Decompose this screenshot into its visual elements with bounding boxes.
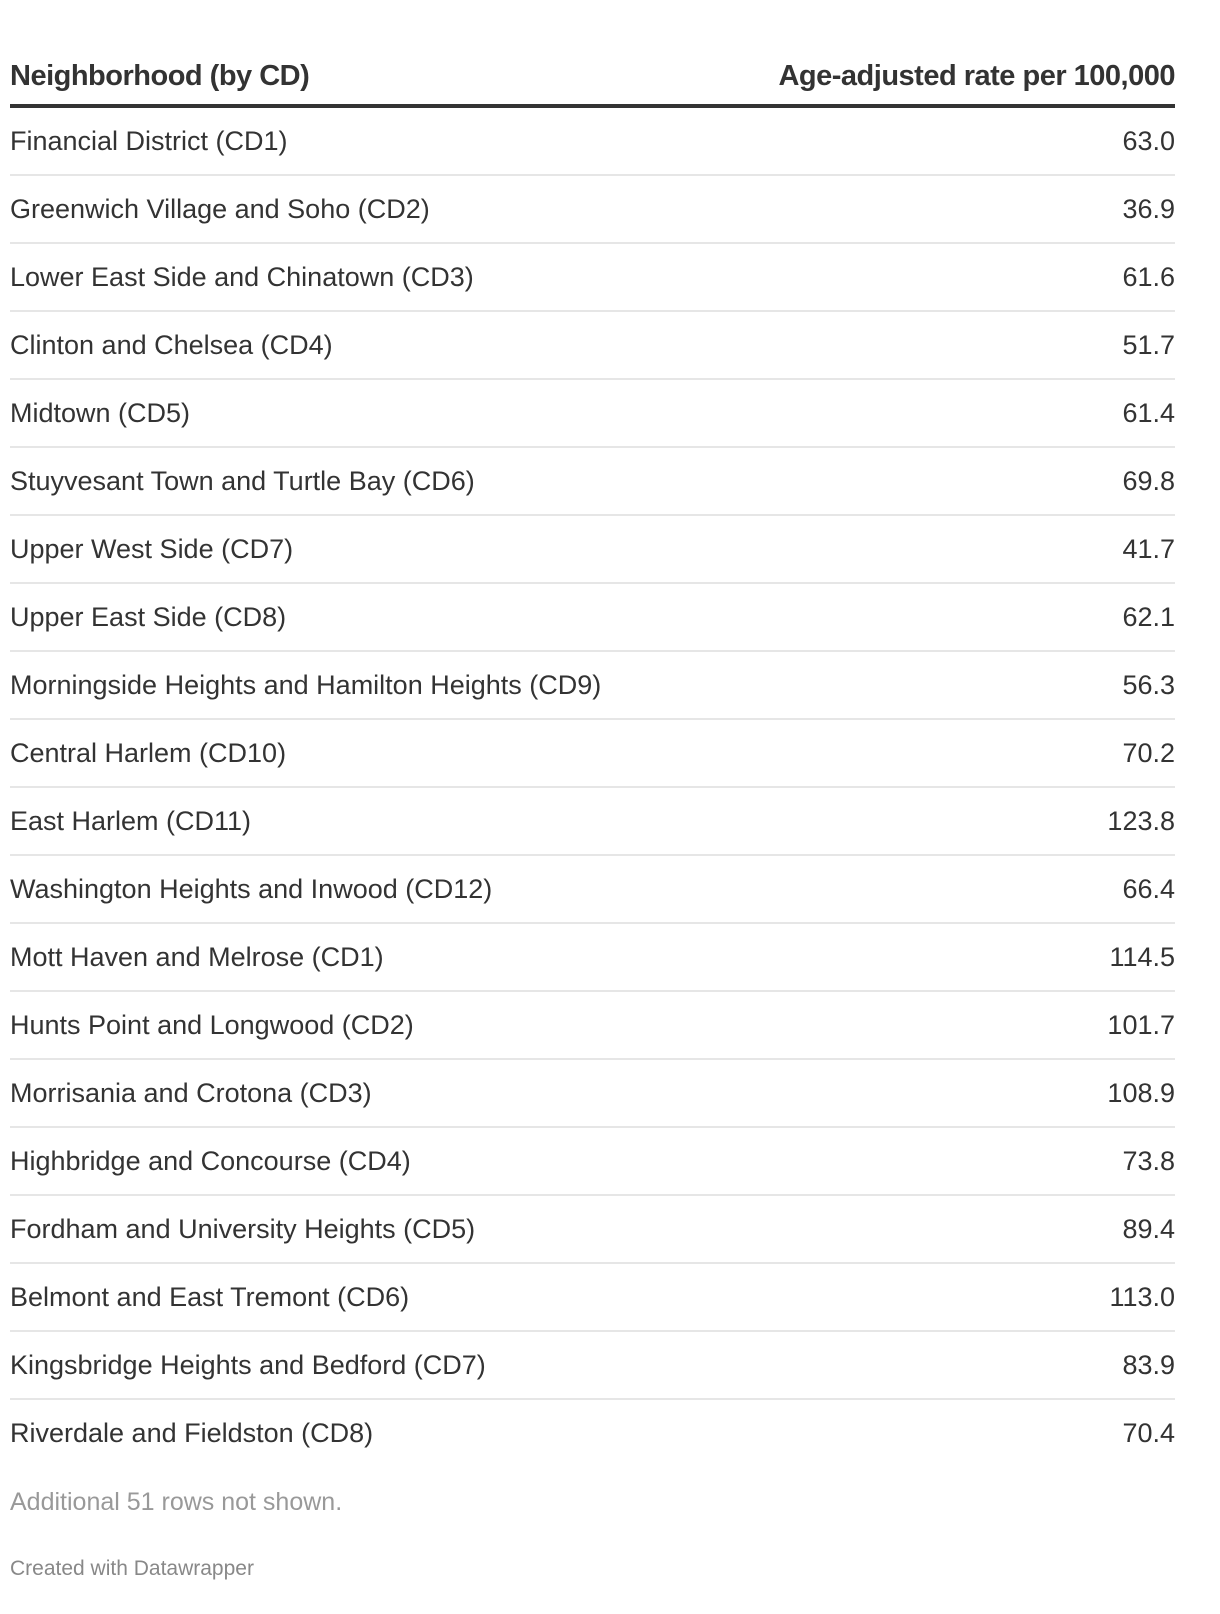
cell-rate: 83.9	[593, 1331, 1176, 1399]
column-header-rate[interactable]: Age-adjusted rate per 100,000	[593, 0, 1176, 106]
cell-neighborhood: Clinton and Chelsea (CD4)	[10, 311, 593, 379]
cell-neighborhood: Lower East Side and Chinatown (CD3)	[10, 243, 593, 311]
cell-neighborhood: Greenwich Village and Soho (CD2)	[10, 175, 593, 243]
cell-neighborhood: Mott Haven and Melrose (CD1)	[10, 923, 593, 991]
cell-rate: 70.2	[593, 719, 1176, 787]
data-table	[10, 0, 1175, 1466]
table-row	[10, 1399, 1175, 1466]
cell-rate: 61.6	[593, 243, 1176, 311]
cell-neighborhood: Hunts Point and Longwood (CD2)	[10, 991, 593, 1059]
table-row	[10, 583, 1175, 651]
table-row	[10, 991, 1175, 1059]
cell-neighborhood: Stuyvesant Town and Turtle Bay (CD6)	[10, 447, 593, 515]
cell-neighborhood: Upper East Side (CD8)	[10, 583, 593, 651]
table-row	[10, 106, 1175, 175]
cell-rate: 36.9	[593, 175, 1176, 243]
table-row	[10, 379, 1175, 447]
table-row	[10, 311, 1175, 379]
table-row	[10, 855, 1175, 923]
cell-neighborhood: Kingsbridge Heights and Bedford (CD7)	[10, 1331, 593, 1399]
table-row	[10, 447, 1175, 515]
table-row	[10, 651, 1175, 719]
cell-rate: 114.5	[593, 923, 1176, 991]
table-row	[10, 1195, 1175, 1263]
table-row	[10, 515, 1175, 583]
table-row	[10, 923, 1175, 991]
cell-rate: 41.7	[593, 515, 1176, 583]
cell-rate: 113.0	[593, 1263, 1176, 1331]
cell-rate: 56.3	[593, 651, 1176, 719]
cell-rate: 70.4	[1122, 1417, 1175, 1448]
cell-rate: 108.9	[593, 1059, 1176, 1127]
cell-neighborhood: Morrisania and Crotona (CD3)	[10, 1059, 593, 1127]
cell-neighborhood: Morningside Heights and Hamilton Heights (CD9)	[10, 651, 593, 719]
cell-neighborhood: East Harlem (CD11)	[10, 787, 593, 855]
table-row	[10, 1331, 1175, 1399]
cell-rate: 73.8	[593, 1127, 1176, 1195]
cell-neighborhood: Washington Heights and Inwood (CD12)	[10, 855, 593, 923]
cell-neighborhood: Upper West Side (CD7)	[10, 515, 593, 583]
datawrapper-table-chart	[10, 0, 1175, 1581]
table-row	[10, 243, 1175, 311]
cell-rate: 101.7	[593, 991, 1176, 1059]
cell-rate: 66.4	[593, 855, 1176, 923]
cell-rate: 63.0	[593, 106, 1176, 175]
cell-rate: 62.1	[593, 583, 1176, 651]
cell-neighborhood: Highbridge and Concourse (CD4)	[10, 1127, 593, 1195]
cell-neighborhood: Riverdale and Fieldston (CD8)	[10, 1417, 374, 1448]
cell-neighborhood: Fordham and University Heights (CD5)	[10, 1195, 593, 1263]
table-row	[10, 719, 1175, 787]
table-row	[10, 1059, 1175, 1127]
table-row	[10, 787, 1175, 855]
cell-neighborhood: Belmont and East Tremont (CD6)	[10, 1263, 593, 1331]
cell-neighborhood: Central Harlem (CD10)	[10, 719, 593, 787]
cell-rate: 89.4	[593, 1195, 1176, 1263]
table-row	[10, 1263, 1175, 1331]
table-row	[10, 1127, 1175, 1195]
cell-rate: 51.7	[593, 311, 1176, 379]
table-body	[10, 106, 1175, 1466]
datawrapper-credit: Created with Datawrapper	[10, 1557, 254, 1580]
table-notes: Additional 51 rows not shown.	[10, 1488, 343, 1516]
cell-rate: 69.8	[593, 447, 1176, 515]
column-header-neighborhood[interactable]: Neighborhood (by CD)	[10, 0, 593, 106]
cell-rate: 61.4	[593, 379, 1176, 447]
cell-neighborhood: Midtown (CD5)	[10, 379, 593, 447]
table-row	[10, 175, 1175, 243]
table-header-row	[10, 0, 1175, 106]
cell-neighborhood: Financial District (CD1)	[10, 106, 593, 175]
cell-rate: 123.8	[593, 787, 1176, 855]
